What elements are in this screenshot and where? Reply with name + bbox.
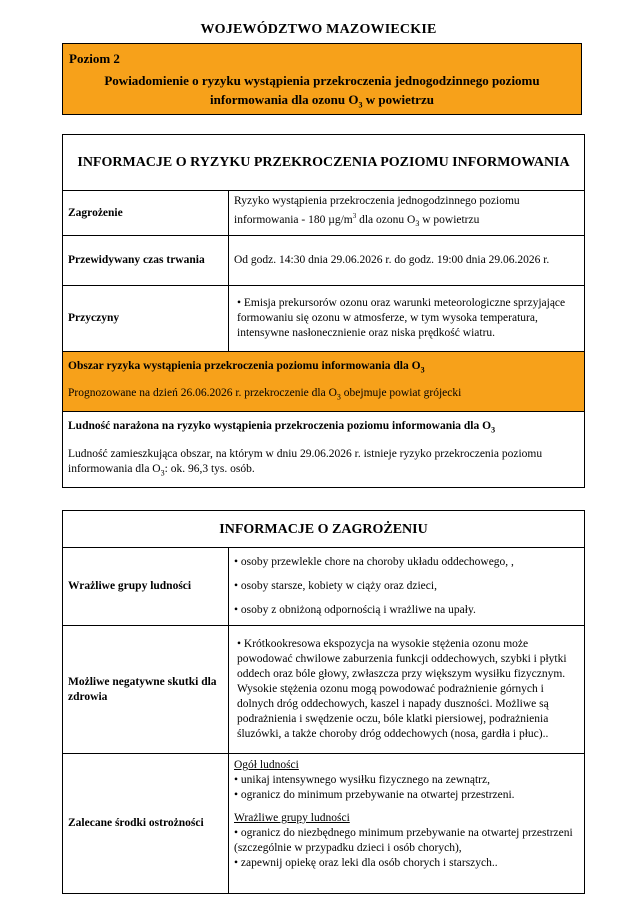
exposed-population-text-b: : ok. 96,3 tys. osób. [164, 462, 255, 475]
exposed-population-title-text: Ludność narażona na ryzyko wystąpienia przekroczenia poziomu informowania dla O [68, 420, 492, 433]
alert-title-line2-sub: 3 [358, 100, 363, 110]
sensitive-groups-label: Wrażliwe grupy ludności [63, 548, 229, 626]
alert-level-title [63, 71, 581, 115]
threat-info-table [62, 510, 585, 894]
threat-value-mid: dla ozonu O [356, 214, 416, 227]
risk-area-title-sub: 3 [420, 365, 425, 374]
risk-area-text-sub: 3 [336, 392, 341, 402]
list-item: • osoby starsze, kobiety w ciąży oraz dzieci, [234, 580, 437, 592]
threat-value [229, 191, 585, 236]
risk-info-header: INFORMACJE O RYZYKU PRZEKROCZENIA POZIOMU INFORMOWANIA [63, 135, 585, 191]
exposed-population-text-sub: 3 [160, 467, 165, 477]
alert-level-label: Poziom 2 [69, 51, 120, 66]
threat-value-sup: 3 [352, 212, 357, 221]
health-effects-label: Możliwe negatywne skutki dla zdrowia [63, 626, 229, 754]
risk-area-text-b: obejmuje powiat grójecki [340, 387, 462, 399]
precautions-value [229, 754, 585, 894]
duration-value: Od godz. 14:30 dnia 29.06.2026 r. do godz. 19:00 dnia 29.06.2026 r. [229, 236, 585, 286]
exposed-population-text-a: Ludność zamieszkująca obszar, na którym w dniu 29.06.2026 r. istnieje ryzyko przekroczenia poziomu informowania dla O [68, 447, 543, 475]
list-item: • ogranicz do minimum przebywanie na otwartej przestrzeni. [234, 789, 515, 801]
threat-value-tail: w powietrzu [419, 214, 480, 227]
causes-label: Przyczyny [63, 286, 229, 352]
threat-value-text: Ryzyko wystąpienia przekroczenia jednogodzinnego poziomu informowania - 180 µg/m [234, 195, 520, 227]
alert-title-line2-tail: w powietrzu [362, 92, 434, 107]
threat-info-header: INFORMACJE O ZAGROŻENIU [63, 511, 585, 548]
list-item: • osoby z obniżoną odpornością i wrażliwe na upały. [234, 604, 476, 616]
duration-label: Przewidywany czas trwania [63, 236, 229, 286]
list-item: • unikaj intensywnego wysiłku fizycznego na zewnątrz, [234, 774, 490, 786]
alert-title-line2-text: informowania dla ozonu O [210, 92, 359, 107]
exposed-population-title [68, 419, 579, 437]
list-item: • zapewnij opiekę oraz leki dla osób chorych i starszych.. [234, 857, 498, 869]
risk-area-title-text: Obszar ryzyka wystąpienia przekroczenia poziomu informowania dla O [68, 359, 421, 372]
exposed-population-cell [63, 412, 585, 488]
causes-value: • Emisja prekursorów ozonu oraz warunki meteorologiczne sprzyjające formowaniu się ozonu w atmosferze, w tym wysoka temperatura, intensywne nasłonecznienie oraz niska prędkość wiatru. [229, 286, 585, 352]
sensitive-groups-heading: Wrażliwe grupy ludności [234, 812, 350, 824]
threat-value-sub: 3 [415, 219, 420, 229]
precautions-label: Zalecane środki ostrożności [63, 754, 229, 894]
risk-info-table [62, 134, 585, 488]
list-item: • ogranicz do niezbędnego minimum przebywanie na otwartej przestrzeni (szczególnie w przypadku dzieci i osób chorych), [234, 827, 573, 854]
alert-title-line2 [63, 90, 581, 115]
sensitive-groups-value [229, 548, 585, 626]
risk-area-title [68, 359, 579, 377]
risk-area-cell [63, 352, 585, 412]
page-title: WOJEWÓDZTWO MAZOWIECKIE [200, 22, 437, 37]
alert-title-line1: Powiadomienie o ryzyku wystąpienia przekroczenia jednogodzinnego poziomu [104, 73, 540, 88]
general-population-heading: Ogół ludności [234, 759, 299, 771]
exposed-population-title-sub: 3 [491, 425, 496, 435]
risk-area-text [68, 386, 579, 404]
list-item: • osoby przewlekle chore na choroby układu oddechowego, , [234, 556, 514, 568]
threat-label: Zagrożenie [63, 191, 229, 236]
alert-level-box [62, 43, 582, 115]
exposed-population-text [68, 447, 579, 480]
risk-area-text-a: Prognozowane na dzień 26.06.2026 r. przekroczenie dla O [68, 387, 337, 399]
health-effects-value: • Krótkookresowa ekspozycja na wysokie stężenia ozonu może powodować chwilowe zaburzenia funkcji oddechowych, szybki i płytki oddech oraz bóle głowy, zwłaszcza przy większym wysiłku fizycznym. Wysokie stężenia ozonu mogą powodować podrażnienie górnych i dolnych dróg oddechowych, kaszel i napady duszności. Możliwe są podrażnienia i swędzenie oczu, bóle klatki piersiowej, podrażnienia śluzówki, a także choroby dróg oddechowych (nosa, gardła i płuc).. [229, 626, 585, 754]
